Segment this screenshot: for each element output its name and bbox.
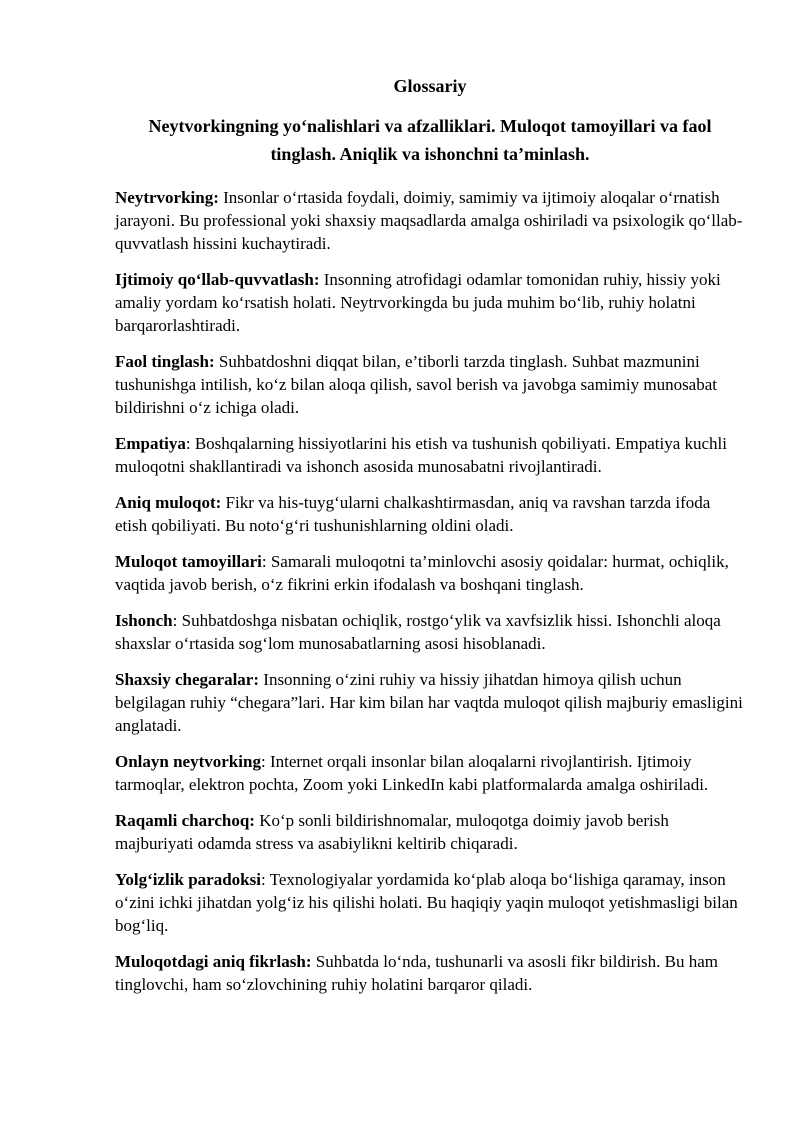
glossary-definition: Insonning atrofidagi odamlar tomonidan ruhiy, hissiy yoki amaliy yordam ko‘rsatish holati. Neytrvorkingda bu juda muhim bo‘lib, ruhiy holatni barqarorlashtiradi. xyxy=(115,270,721,335)
glossary-definition: Boshqalarning hissiyotlarini his etish va tushunish qobiliyati. Empatiya kuchli muloqotni shakllantiradi va ishonch asosida munosabatni rivojlantiradi. xyxy=(115,434,727,476)
glossary-term: Neytrvorking: xyxy=(115,188,219,207)
glossary-separator: : xyxy=(185,434,191,453)
glossary-definition: Insonlar o‘rtasida foydali, doimiy, samimiy va ijtimoiy aloqalar o‘rnatish jarayoni. Bu professional yoki shaxsiy maqsadlarda amalga oshiriladi va psixologik qo‘llab-quvvatlash hissini kuchaytiradi. xyxy=(115,188,743,253)
glossary-entry-networking xyxy=(115,186,745,255)
glossary-term: Ishonch xyxy=(115,611,173,630)
glossary-separator: : xyxy=(260,870,266,889)
glossary-definition: Samarali muloqotni ta’minlovchi asosiy qoidalar: hurmat, ochiqlik, vaqtida javob berish, o‘z fikrini erkin ifodalash va boshqani tinglash. xyxy=(115,552,729,594)
glossary-term: Muloqotdagi aniq fikrlash: xyxy=(115,952,312,971)
page-subtitle: Neytvorkingning yo‘nalishlari va afzalliklari. Muloqot tamoyillari va faol tinglash. Aniqlik va ishonchni ta’minlash. xyxy=(148,116,712,164)
glossary-separator: : xyxy=(260,752,266,771)
glossary-definition: Ko‘p sonli bildirishnomalar, muloqotga doimiy javob berish majburiyati odamda stress va asabiylikni keltirib chiqaradi. xyxy=(115,811,669,853)
glossary-separator: : xyxy=(261,552,267,571)
glossary-entry-active-listening xyxy=(115,350,745,419)
glossary-term: Yolg‘izlik paradoksi xyxy=(115,870,261,889)
glossary-entry-clear-communication xyxy=(115,491,745,537)
glossary-entry-clear-thinking xyxy=(115,950,745,996)
glossary-entry-loneliness-paradox xyxy=(115,868,745,937)
glossary-term: Empatiya xyxy=(115,434,186,453)
glossary-term: Aniq muloqot: xyxy=(115,493,222,512)
glossary-entry-social-support xyxy=(115,268,745,337)
glossary-term: Faol tinglash: xyxy=(115,352,215,371)
document-page xyxy=(115,74,745,1009)
glossary-definition: Suhbatdoshni diqqat bilan, e’tiborli tarzda tinglash. Suhbat mazmunini tushunishga intilish, ko‘z bilan aloqa qilish, savol berish va javobga samimiy munosabat bildirishni o‘z ichiga oladi. xyxy=(115,352,717,417)
glossary-separator: : xyxy=(172,611,178,630)
glossary-entry-trust xyxy=(115,609,745,655)
glossary-definition: Suhbatda lo‘nda, tushunarli va asosli fikr bildirish. Bu ham tinglovchi, ham so‘zlovchining ruhiy holatini barqaror qiladi. xyxy=(115,952,719,994)
glossary-term: Raqamli charchoq: xyxy=(115,811,255,830)
glossary-definition: Texnologiyalar yordamida ko‘plab aloqa bo‘lishiga qaramay, inson o‘zini ichki jihatdan yolg‘iz his qilishi holati. Bu haqiqiy yaqin muloqot yetishmasligi bilan bog‘liq. xyxy=(115,870,738,935)
glossary-definition: Fikr va his-tuyg‘ularni chalkashtirmasdan, aniq va ravshan tarzda ifoda etish qobiliyati. Bu noto‘g‘ri tushunishlarning oldini oladi. xyxy=(115,493,711,535)
glossary-term: Onlayn neytvorking xyxy=(115,752,261,771)
page-title: Glossariy xyxy=(393,76,467,96)
glossary-entry-digital-fatigue xyxy=(115,809,745,855)
glossary-entry-personal-boundaries xyxy=(115,668,745,737)
glossary-term: Muloqot tamoyillari xyxy=(115,552,262,571)
glossary-entry-online-networking xyxy=(115,750,745,796)
glossary-term: Ijtimoiy qo‘llab-quvvatlash: xyxy=(115,270,320,289)
glossary-entry-empathy xyxy=(115,432,745,478)
glossary-definition: Suhbatdoshga nisbatan ochiqlik, rostgo‘ylik va xavfsizlik hissi. Ishonchli aloqa shaxslar o‘rtasida sog‘lom munosabatlarning asosi hisoblanadi. xyxy=(115,611,721,653)
glossary-entry-communication-principles xyxy=(115,550,745,596)
glossary-definition: Internet orqali insonlar bilan aloqalarni rivojlantirish. Ijtimoiy tarmoqlar, elektron pochta, Zoom yoki LinkedIn kabi platformalarda amalga oshiriladi. xyxy=(115,752,709,794)
glossary-definition: Insonning o‘zini ruhiy va hissiy jihatdan himoya qilish uchun belgilagan ruhiy “chegara”lari. Har kim bilan har vaqtda muloqot qilish majburiy emasligini anglatadi. xyxy=(115,670,743,735)
glossary-term: Shaxsiy chegaralar: xyxy=(115,670,260,689)
